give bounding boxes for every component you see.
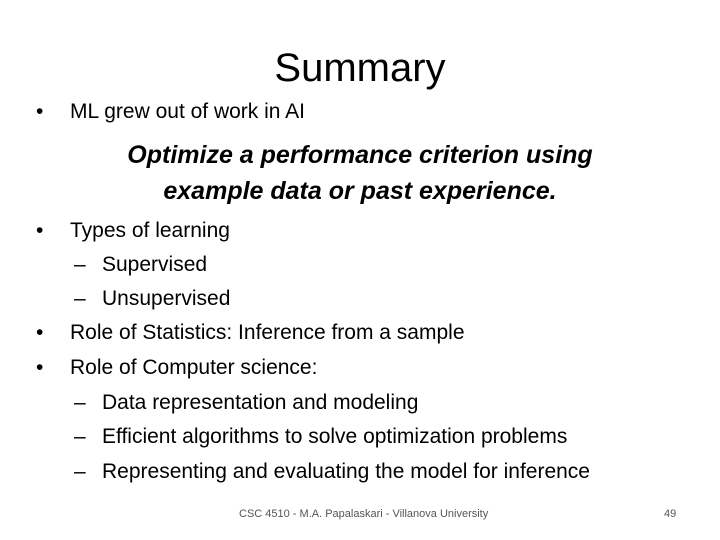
bullet-types-of-learning: Types of learning [70, 219, 230, 242]
sub-item-efficient-algorithms: Efficient algorithms to solve optimization problems [102, 425, 568, 448]
sub-item-unsupervised: Unsupervised [102, 287, 231, 310]
sub-item-representing-evaluating: Representing and evaluating the model for inference [102, 460, 590, 483]
emphasis-line-1: Optimize a performance criterion using [127, 141, 593, 169]
sub-item-supervised: Supervised [102, 253, 208, 276]
bullet-ml-grew: ML grew out of work in AI [70, 100, 305, 123]
dash-marker: – [74, 253, 86, 276]
bullet-marker: • [36, 356, 44, 379]
bullet-marker: • [36, 321, 44, 344]
bullet-marker: • [36, 219, 44, 242]
bullet-role-of-statistics: Role of Statistics: Inference from a sample [70, 321, 465, 344]
slide-title: Summary [274, 46, 446, 90]
dash-marker: – [74, 391, 86, 414]
dash-marker: – [74, 287, 86, 310]
page-number: 49 [664, 508, 677, 520]
dash-marker: – [74, 425, 86, 448]
sub-item-data-representation: Data representation and modeling [102, 391, 419, 414]
footer-text: CSC 4510 - M.A. Papalaskari - Villanova University [239, 508, 489, 520]
emphasis-line-2: example data or past experience. [163, 177, 557, 205]
bullet-marker: • [36, 100, 44, 123]
dash-marker: – [74, 460, 86, 483]
bullet-role-of-computer-science: Role of Computer science: [70, 356, 318, 379]
